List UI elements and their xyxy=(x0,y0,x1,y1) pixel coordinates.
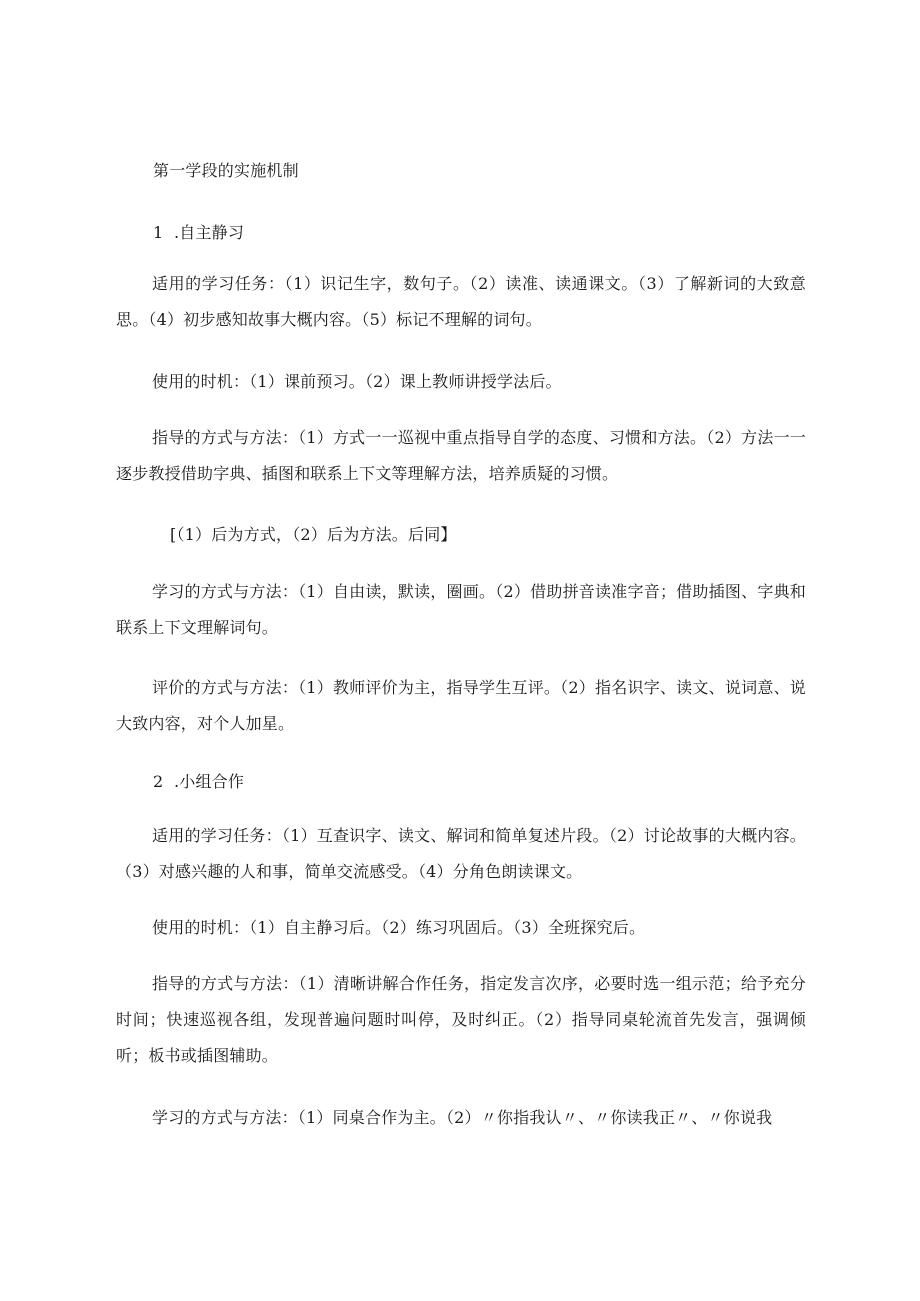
section-2-heading: 2 .小组合作 xyxy=(153,772,245,791)
document-title: 第一学段的实施机制 xyxy=(153,161,299,180)
section-1-learning: 学习的方式与方法：（1）自由读，默读，圈画。（2）借助拼音读准字音；借助插图、字典和联系上下文理解词句。 xyxy=(116,582,806,637)
section-2-timing: 使用的时机：（1）自主静习后。（2）练习巩固后。（3）全班探究后。 xyxy=(152,918,646,937)
section-1-guidance: 指导的方式与方法：（1）方式一一巡视中重点指导自学的态度、习惯和方法。（2）方法一一逐步教授借助字典、插图和联系上下文等理解方法，培养质疑的习惯。 xyxy=(116,428,806,483)
section-2-guidance: 指导的方式与方法：（1）清晰讲解合作任务，指定发言次序，必要时选一组示范；给予充分时间；快速巡视各组，发现普遍问题时叫停，及时纠正。（2）指导同桌轮流首先发言，强调倾听；板书或插图辅助。 xyxy=(116,974,806,1065)
section-1-evaluation: 评价的方式与方法：（1）教师评价为主，指导学生互评。（2）指名识字、读文、说词意、说大致内容，对个人加星。 xyxy=(116,678,806,733)
section-1-note: [（1）后为方式，（2）后为方法。后同】 xyxy=(170,525,457,544)
section-1-timing: 使用的时机：（1）课前预习。（2）课上教师讲授学法后。 xyxy=(152,372,562,391)
section-1-heading: 1 .自主静习 xyxy=(153,223,245,242)
section-2-tasks: 适用的学习任务：（1）互查识字、读文、解词和简单复述片段。（2）讨论故事的大概内容。（3）对感兴趣的人和事，简单交流感受。（4）分角色朗读课文。 xyxy=(116,826,806,881)
section-2-learning: 学习的方式与方法：（1）同桌合作为主。（2）〃你指我认〃、〃你读我正〃、〃你说我 xyxy=(152,1108,773,1127)
section-1-tasks: 适用的学习任务：（1）识记生字，数句子。（2）读准、读通课文。（3）了解新词的大致意思。（4）初步感知故事大概内容。（5）标记不理解的词句。 xyxy=(116,274,806,329)
